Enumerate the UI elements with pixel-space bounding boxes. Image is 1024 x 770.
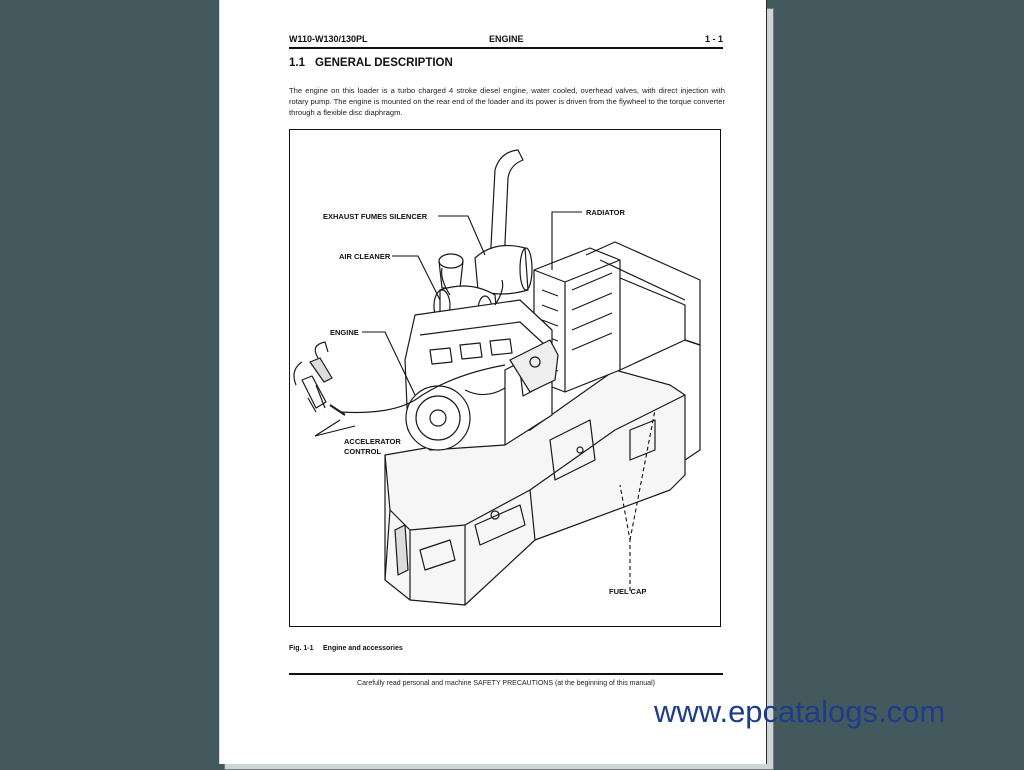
body-paragraph: The engine on this loader is a turbo charged 4 stroke diesel engine, water cooled, overhead valves, with direct injection with rotary pump. The engine is mounted on the rear end of the loader and its power is driven from the flywheel to the torque converter through a flexible disc diaphragm. <box>289 86 725 117</box>
figure-number: Fig. 1-1 <box>289 645 314 652</box>
figure-frame <box>289 129 721 627</box>
section-title: GENERAL DESCRIPTION <box>315 57 453 69</box>
figure-caption-text: Engine and accessories <box>323 645 403 652</box>
label-accelerator-line2: CONTROL <box>344 447 382 456</box>
label-engine: ENGINE <box>330 328 359 337</box>
label-exhaust-silencer: EXHAUST FUMES SILENCER <box>323 212 428 221</box>
page-footer: Carefully read personal and machine SAFETY PRECAUTIONS (at the beginning of this manual) <box>357 680 655 687</box>
label-air-cleaner: AIR CLEANER <box>339 252 391 261</box>
section-heading <box>289 57 453 69</box>
label-accelerator-line1: ACCELERATOR <box>344 437 401 446</box>
header-section: ENGINE <box>489 34 524 44</box>
header-rule <box>289 47 723 49</box>
manual-page <box>219 0 767 764</box>
page-header <box>289 34 723 48</box>
section-number: 1.1 <box>289 57 305 69</box>
engine-illustration <box>290 130 722 628</box>
watermark-url: www.epcatalogs.com <box>654 694 946 729</box>
label-fuel-cap: FUEL CAP <box>609 587 647 596</box>
header-model: W110-W130/130PL <box>289 34 368 44</box>
figure-caption <box>289 645 403 652</box>
header-page-number: 1 - 1 <box>704 34 723 44</box>
label-radiator: RADIATOR <box>586 208 625 217</box>
footer-rule <box>289 673 723 675</box>
